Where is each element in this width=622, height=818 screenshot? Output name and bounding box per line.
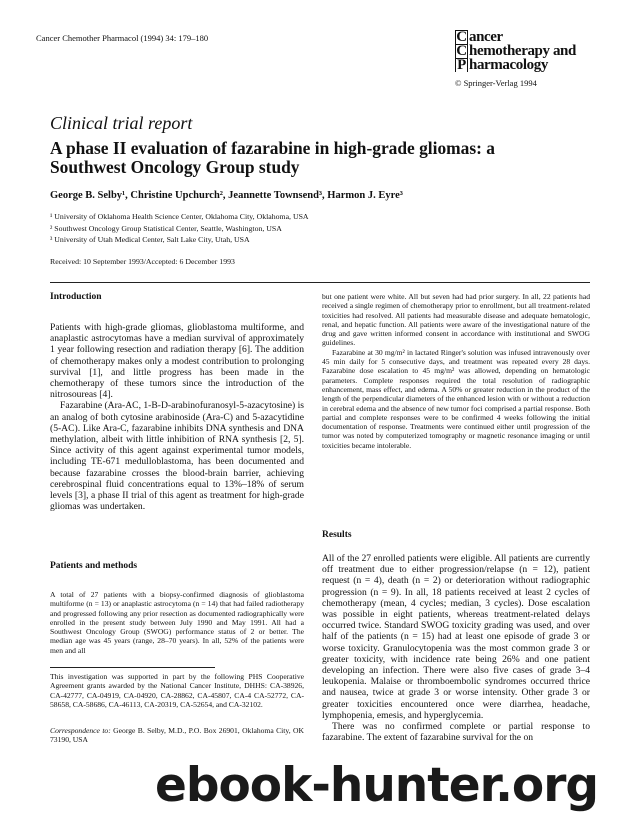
affiliations <box>50 211 309 246</box>
introduction-body <box>50 322 304 512</box>
methods-body: A total of 27 patients with a biopsy-confirmed diagnosis of glioblastoma multiforme (n = 13) or anaplastic astrocytoma (n = 14) that had failed radiotherapy and progressed following any prior resection as documented radiographically were enrolled in the present study between July 1990 and May 1991. All had a Southwest Oncology Group (SWOG) performance status of 2 or better. The median age was 45 years (range, 28–70 years). In all, 52% of the patients were men and all <box>50 590 304 655</box>
affiliation-2: ² Southwest Oncology Group Statistical Center, Seattle, Washington, USA <box>50 223 282 233</box>
results-heading: Results <box>322 530 352 540</box>
methods-paragraph: Fazarabine at 30 mg/m² in lactated Ringer's solution was infused intravenously over 45 min daily for 5 consecutive days, and treatment was repeated every 28 days. Fazarabine dose escalation to 45 mg/m² was allowed, depending on hematologic parameters. Complete responses required the total resolution of radiographic enhancement, mass effect, and edema. A 50% or greater reduction in the product of the length of the perpendicular diameters of the enhanced lesion with or without a reduction in cerebral edema and the absence of new tumor foci comprised a partial response. Both partial and complete responses were to be confirmed 4 weeks following the initial documentation of response. Treatments were continued either until progression of the tumor was noted by computerized tomography or magnetic resonance imaging or until toxicities became intolerable. <box>322 347 591 450</box>
author-list: George B. Selby¹, Christine Upchurch², Jeannette Townsend³, Harmon J. Eyre³ <box>50 190 403 201</box>
methods-continued <box>322 292 590 450</box>
methods-paragraph: but one patient were white. All but seven had had prior surgery. In all, 22 patients had received a single regimen of chemotherapy prior to enrollment, but all treatment-related toxicities had resolved. All patients had measurable disease and adequate hematologic, renal, and hepatic function. All patients were aware of the investigational nature of the drug and gave written informed consent in accordance with institutional and SWOG guidelines. <box>322 292 590 348</box>
results-paragraph: All of the 27 enrolled patients were eligible. All patients are currently off treatment due to either progression/relapse (n = 12), patient request (n = 4), death (n = 2) or deterioration without radiographic progression (n = 9). In all, 18 patients received at least 2 cycles of chemotherapy (mean, 4 cycles; median, 3 cycles). Dose escalation was possible in eight patients, whereas treatment-related delays occurred twice. Standard SWOG toxicity grading was used, and over half of the patients (n = 15) had at least one episode of grade 3 or worse toxicity. Granulocytopenia was the most common grade 3 or greater toxicity, with incidence rate being 26% and one patient developing an infection. There were also five cases of grade 3–4 leukopenia. Malaise or thromboembolic syndromes occurred thrice and nausea, twice at grade 3 or worse intensity. Other grade 3 or greater toxicities encountered once were diarrhea, headache, lymphopenia, emesis, and hyperglycemia. <box>322 553 590 721</box>
intro-paragraph: Fazarabine (Ara-AC, 1-B-D-arabinofuranosyl-5-azacytosine) is an analog of both cytosine arabinoside (Ara-C) and 5-azacytidine (5-AC). Like Ara-C, fazarabine inhibits DNA synthesis and DNA methylation, albeit with little inhibition of RNA synthesis [2, 5]. Since activity of this agent against experimental tumor models, including TE-671 medulloblastoma, has been documented and because fazarabine crosses the blood-brain barrier, achieving cerebrospinal fluid concentrations equal to 13%–18% of serum levels [3], a phase II trial of this agent as treatment for high-grade gliomas was undertaken. <box>50 400 305 513</box>
header-divider <box>50 282 590 283</box>
footnote-divider <box>50 667 215 668</box>
logo-row-chemotherapy: C hemotherapy and <box>456 43 576 59</box>
copyright-notice: © Springer-Verlag 1994 <box>455 78 537 88</box>
intro-paragraph: Patients with high-grade gliomas, glioblastoma multiforme, and anaplastic astrocytomas have a median survival of approximately 1 year following resection and radiation therapy [6]. The addition of chemotherapy makes only a modest contribution to prolonging survival [1], and little progress has been made in the chemotherapy of these tumors since the introduction of the nitrosoureas [4]. <box>50 322 304 401</box>
journal-citation: Cancer Chemother Pharmacol (1994) 34: 179–180 <box>36 33 209 43</box>
correspondence-note: Correspondence to: George B. Selby, M.D., P.O. Box 26901, Oklahoma City, OK 73190, USA <box>50 726 304 745</box>
journal-logo <box>455 30 605 88</box>
methods-heading: Patients and methods <box>50 561 138 571</box>
watermark: ebook-hunter.org <box>155 758 599 813</box>
introduction-heading: Introduction <box>50 292 102 302</box>
logo-row-cancer: C ancer <box>456 29 503 45</box>
affiliation-3: ³ University of Utah Medical Center, Salt Lake City, Utah, USA <box>50 235 250 244</box>
received-dates: Received: 10 September 1993/Accepted: 6 December 1993 <box>50 257 235 266</box>
logo-row-pharmacology: P harmacology <box>455 58 605 72</box>
funding-footnote: This investigation was supported in part by the following PHS Cooperative Agreement grants awarded by the National Cancer Institute, DHHS: CA-38926, CA-42777, CA-04919, CA-04920, CA-28862, CA-45807, CA-4 CA-52772, CA-58658, CA-58686, CA-46113, CA-20319, CA-52654, and CA-32102. <box>50 672 304 709</box>
results-paragraph: There was no confirmed complete or partial response to fazarabine. The extent of fazarabine survival for the on <box>322 721 590 744</box>
affiliation-1: ¹ University of Oklahoma Health Science Center, Oklahoma City, Oklahoma, USA <box>50 212 309 221</box>
article-type: Clinical trial report <box>50 113 193 133</box>
article-title: A phase II evaluation of fazarabine in high-grade gliomas: a Southwest Oncology Group study <box>50 138 495 177</box>
results-body <box>322 553 590 743</box>
